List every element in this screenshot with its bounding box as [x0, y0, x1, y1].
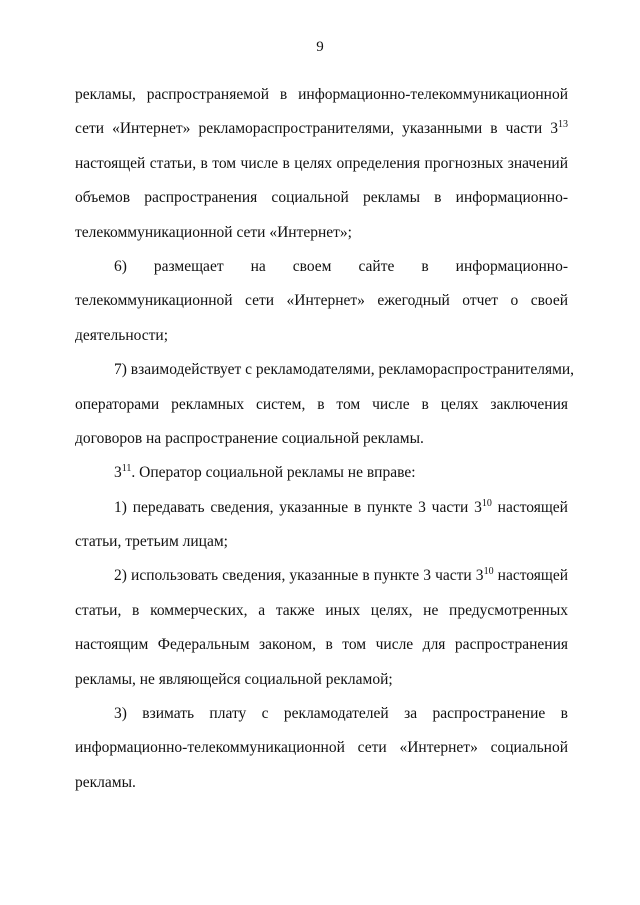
text-line: деятельности;: [75, 326, 169, 344]
text-line: [75, 491, 568, 525]
text-line: статьи, третьим лицам;: [75, 533, 228, 551]
superscript-number: 10: [481, 497, 492, 509]
text-line: [75, 559, 568, 593]
text-segment: . Оператор социальной рекламы не вправе:: [131, 464, 416, 482]
text-line: телекоммуникационной сети «Интернет» ежегодный отчет о своей: [75, 292, 568, 310]
text-line: настоящим Федеральным законом, в том числе для распространения: [75, 636, 568, 654]
text-line: рекламы.: [75, 773, 136, 791]
text-line: операторами рекламных систем, в том числе в целях заключения: [75, 395, 568, 413]
superscript-number: 10: [483, 566, 494, 578]
text-segment: 2) использовать сведения, указанные в пункте 3 части 3: [114, 567, 484, 585]
text-line: [75, 456, 568, 490]
text-line: информационно-телекоммуникационной сети «Интернет» социальной: [75, 739, 568, 757]
text-line: [75, 112, 568, 146]
text-segment: 1) передавать сведения, указанные в пункте 3 части 3: [114, 498, 482, 516]
text-line: настоящей статьи, в том числе в целях определения прогнозных значений: [75, 154, 568, 172]
superscript-number: 13: [558, 119, 568, 131]
text-line: договоров на распространение социальной рекламы.: [75, 429, 424, 447]
text-line: рекламы, распространяемой в информационно-телекоммуникационной: [75, 86, 568, 103]
text-segment: настоящей: [491, 498, 568, 516]
document-body: [75, 78, 575, 800]
page-number: 9: [316, 39, 324, 55]
text-line: 6) размещает на своем сайте в информационно-: [114, 257, 568, 275]
text-segment: сети «Интернет» рекламораспространителями, указанными в части 3: [75, 120, 558, 138]
text-line: телекоммуникационной сети «Интернет»;: [75, 223, 352, 241]
text-line: 7) взаимодействует с рекламодателями, рекламораспространителями,: [114, 361, 575, 379]
superscript-number: 11: [121, 463, 132, 475]
text-line: 3) взимать плату с рекламодателей за распространение в: [114, 705, 568, 723]
text-line: рекламы, не являющейся социальной рекламой;: [75, 670, 393, 688]
text-line: объемов распространения социальной рекламы в информационно-: [75, 189, 568, 207]
text-segment: настоящей: [493, 567, 568, 585]
text-segment: 3: [114, 464, 122, 482]
text-line: статьи, в коммерческих, а также иных целях, не предусмотренных: [75, 601, 568, 619]
